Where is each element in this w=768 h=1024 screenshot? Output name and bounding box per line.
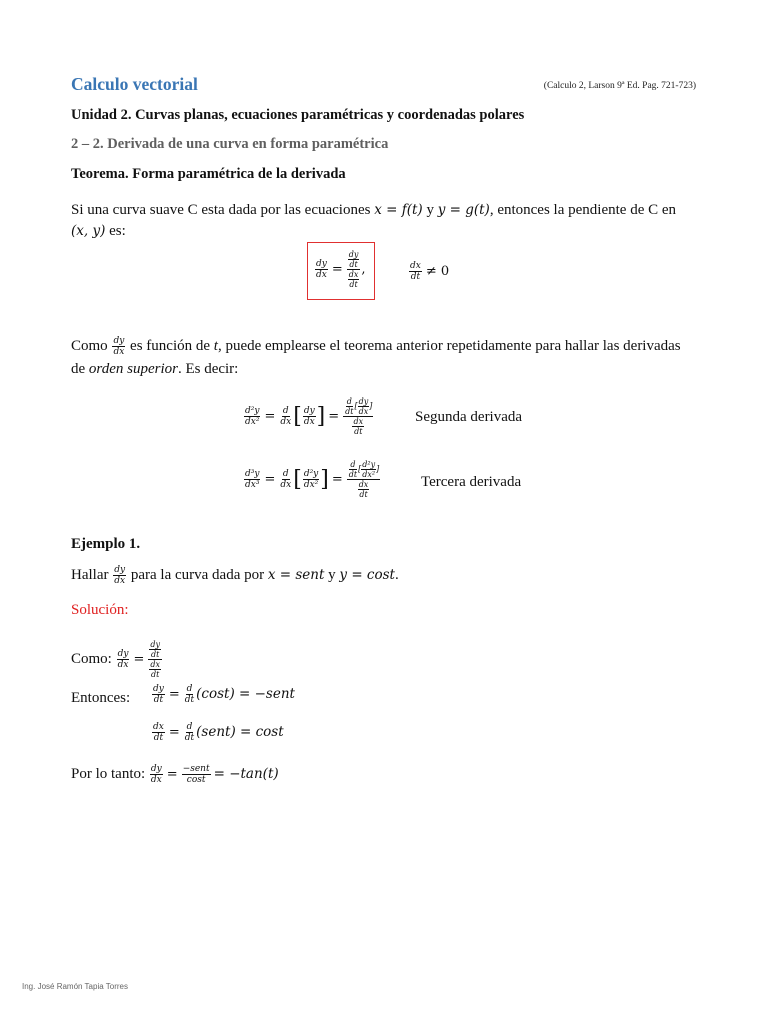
theorem-formula: $\frac{dy}{dx}$ = $\frac{dy}{dt}$ $\frac{dx}{dt}$ ,: [316, 250, 366, 289]
author-footer: Ing. José Ramón Tapia Torres: [22, 982, 128, 991]
intro-line-1: Si una curva suave C esta dada por las ecuaciones x = f(t) y y = g(t), entonces la pendiente de C en: [71, 202, 677, 218]
unit-heading: Unidad 2. Curvas planas, ecuaciones paramétricas y coordenadas polares: [71, 107, 525, 123]
theorem-condition: $\frac{dx}{dt}$ ≠ 0: [410, 261, 450, 282]
section-heading: 2 – 2. Derivada de una curva en forma paramétrica: [71, 136, 389, 152]
intro-line-2: (x, y) es:: [71, 223, 126, 239]
example-statement: Hallar $\frac{dy}{dx}$ para la curva dada por x = sent y y = cost.: [71, 565, 399, 587]
theorem-heading: Teorema. Forma paramétrica de la derivada: [71, 166, 346, 182]
book-reference: (Calculo 2, Larson 9ª Ed. Pag. 721-723): [543, 81, 696, 91]
solution-step-1: $\frac{dy}{dt}$ = $\frac{d}{dt}$ (cost) = −sent: [153, 684, 295, 705]
solution-result: Por lo tanto: $\frac{dy}{dx}$ = −sent cost = −tan(t): [71, 764, 279, 786]
third-derivative-formula: $\frac{\text{d³y}}{\text{dx³}}$ = $\frac{d}{dx}$ [ $\frac{\text{d²y}}{\text{dx²}}$ ] = $\frac{d}{dt}$ [ $\frac{\text{d²y}}{\text{dx²}}$ ] $\frac{dx}{dt}$: [245, 460, 380, 499]
point-xy: (x, y): [71, 223, 106, 239]
document-title: Calculo vectorial: [71, 74, 198, 94]
second-derivative-label: Segunda derivada: [415, 409, 523, 425]
solution-como: Como: $\frac{dy}{dx}$ = $\frac{dy}{dt}$ $\frac{dx}{dt}$: [71, 640, 160, 679]
eq-x-ft: x = f(t): [374, 202, 423, 218]
solution-label: Solución:: [71, 602, 129, 618]
solution-entonces-label: Entonces:: [71, 690, 131, 706]
eq-y-gt: y = g(t): [437, 202, 490, 218]
second-derivative-formula: $\frac{\text{d²y}}{\text{dx²}}$ = $\frac{d}{dx}$ [ $\frac{dy}{dx}$ ] = $\frac{d}{dt}$ [ $\frac{dy}{dx}$ ] $\frac{dx}{dt}$: [245, 397, 373, 436]
third-derivative-label: Tercera derivada: [421, 474, 522, 490]
higher-order-line-2: de orden superior. Es decir:: [71, 361, 239, 377]
example-heading: Ejemplo 1.: [71, 536, 141, 552]
higher-order-line-1: Como $\frac{dy}{dx}$ es función de t, puede emplearse el teorema anterior repetidamente para hallar las derivadas: [71, 336, 681, 358]
solution-step-2: $\frac{dx}{dt}$ = $\frac{d}{dt}$ (sent) = cost: [153, 722, 284, 743]
